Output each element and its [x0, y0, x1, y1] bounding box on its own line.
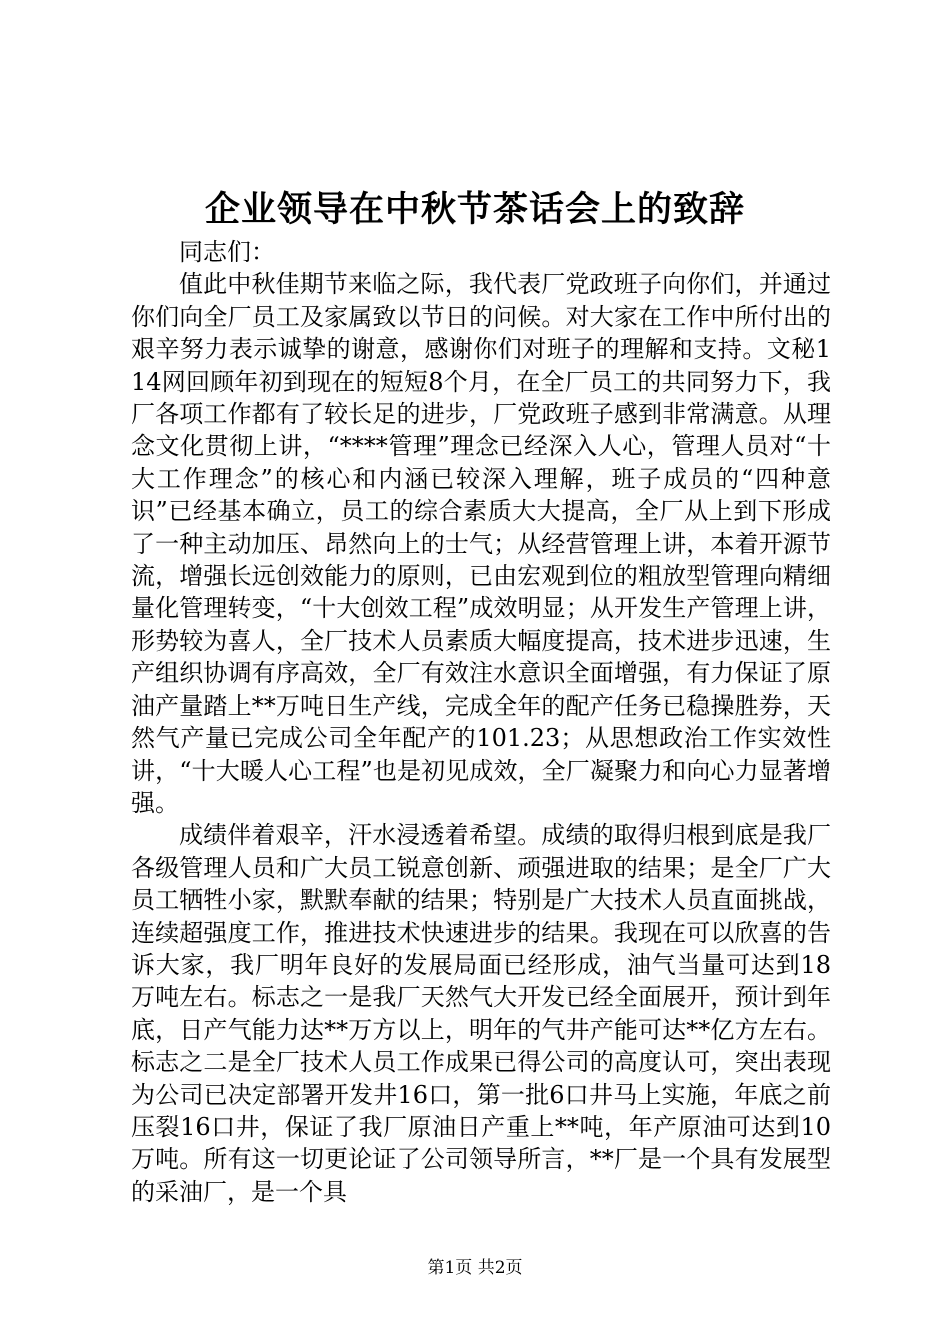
paragraph-2: 成绩伴着艰辛，汗水浸透着希望。成绩的取得归根到底是我厂各级管理人员和广大员工锐意创新、顽强进取的结果；是全厂广大员工牺牲小家，默默奉献的结果；特别是广大技术人员直面挑战，连续超强度工作，推进技术快速进步的结果。我现在可以欣喜的告诉大家，我厂明年良好的发展局面已经形成，油气当量可达到18万吨左右。标志之一是我厂天然气大开发已经全面展开，预计到年底，日产气能力达**万方以上，明年的气井产能可达**亿方左右。标志之二是全厂技术人员工作成果已得公司的高度认可，突出表现为公司已决定部署开发井16口，第一批6口井马上实施，年底之前压裂16口井，保证了我厂原油日产重上**吨，年产原油可达到10万吨。所有这一切更论证了公司领导所言，**厂是一个具有发展型的采油厂，是一个具 [131, 821, 831, 1206]
salutation: 同志们： [179, 238, 275, 266]
page-footer: 第1页 共2页 [427, 1258, 523, 1278]
document-title: 企业领导在中秋节茶话会上的致辞 [204, 189, 745, 230]
document-body [131, 236, 831, 1208]
paragraph-1: 值此中秋佳期节来临之际，我代表厂党政班子向你们，并通过你们向全厂员工及家属致以节日的问候。对大家在工作中所付出的艰辛努力表示诚挚的谢意，感谢你们对班子的理解和支持。文秘114网回顾年初到现在的短短8个月，在全厂员工的共同努力下，我厂各项工作都有了较长足的进步，厂党政班子感到非常满意。从理念文化贯彻上讲，“****管理”理念已经深入人心，管理人员对“十大工作理念”的核心和内涵已较深入理解，班子成员的“四种意识”已经基本确立，员工的综合素质大大提高，全厂从上到下形成了一种主动加压、昂然向上的士气；从经营管理上讲，本着开源节流，增强长远创效能力的原则，已由宏观到位的粗放型管理向精细量化管理转变，“十大创效工程”成效明显；从开发生产管理上讲，形势较为喜人，全厂技术人员素质大幅度提高，技术进步迅速，生产组织协调有序高效，全厂有效注水意识全面增强，有力保证了原油产量踏上**万吨日生产线，完成全年的配产任务已稳操胜券，天然气产量已完成公司全年配产的101.23；从思想政治工作实效性讲，“十大暖人心工程”也是初见成效，全厂凝聚力和向心力显著增强。 [131, 270, 831, 817]
